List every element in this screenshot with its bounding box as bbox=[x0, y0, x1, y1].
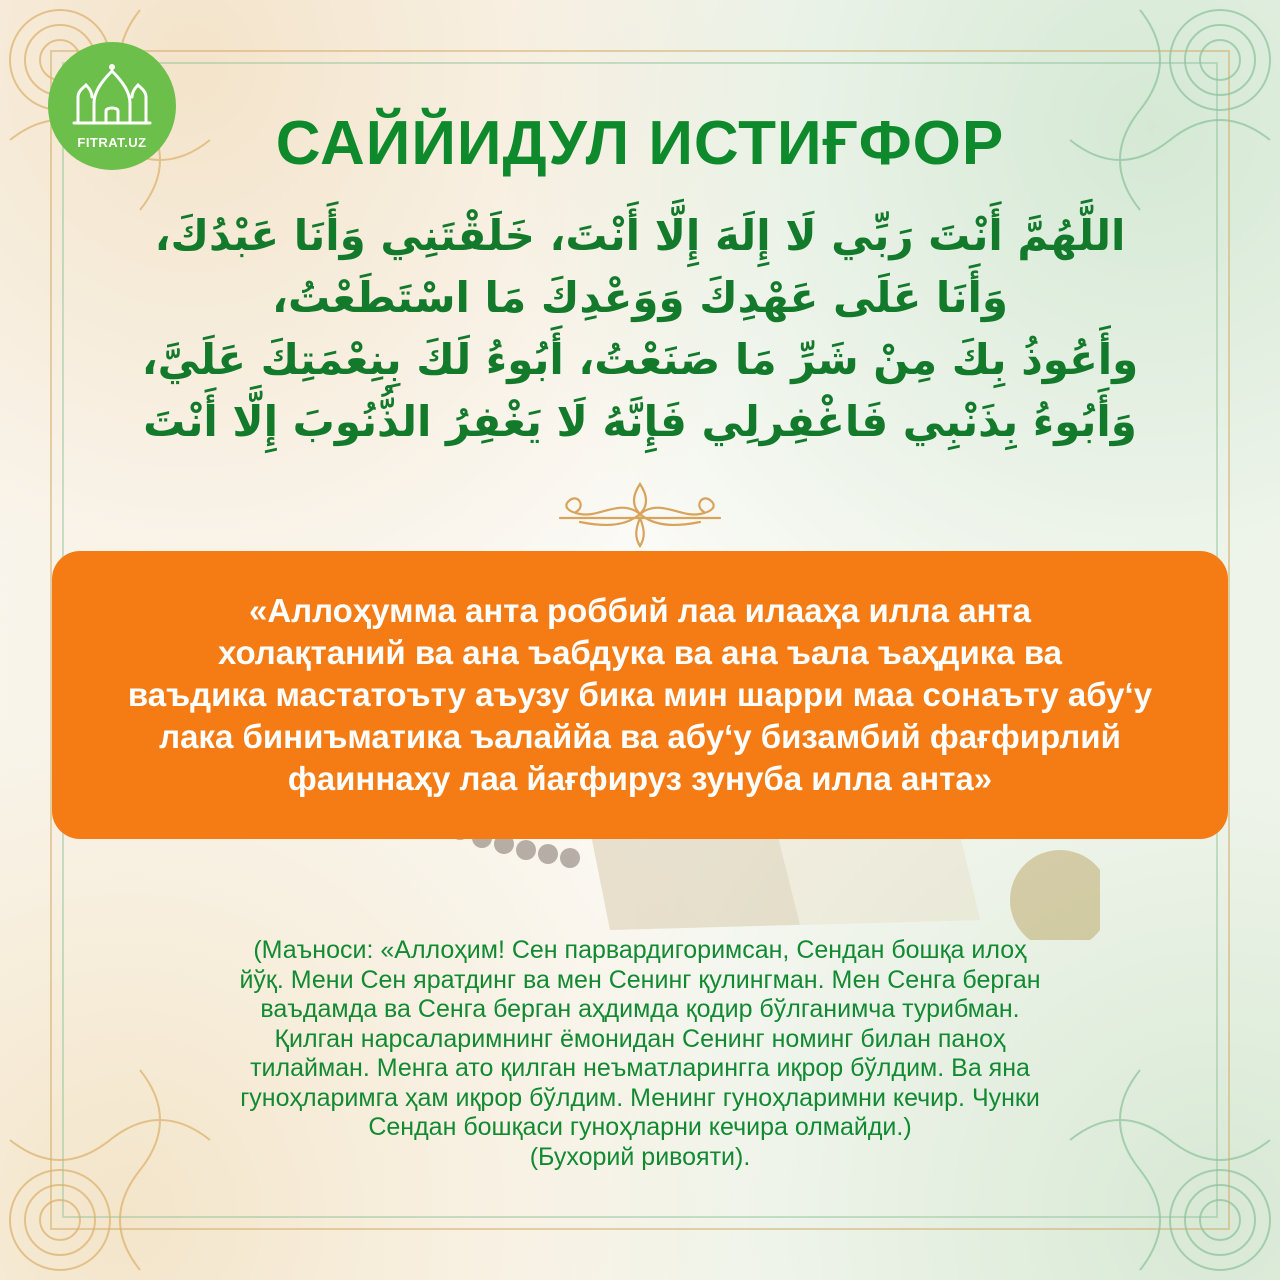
ornament-divider-icon bbox=[540, 478, 740, 550]
logo-text: FITRAT.UZ bbox=[77, 134, 147, 150]
arabic-line: وَأَنَا عَلَى عَهْدِكَ وَوَعْدِكَ مَا اسْتَطَعْتُ، bbox=[272, 273, 1008, 322]
translation-line: Сендан бошқаси гуноҳларни кечира олмайди.) bbox=[368, 1113, 912, 1141]
translation-text bbox=[100, 936, 1180, 1172]
translation-line: Қилган нарсаларимнинг ёмонидан Сенинг номинг билан паноҳ bbox=[274, 1024, 1006, 1053]
translation-line: йўқ. Мени Сен яратдинг ва мен Сенинг қулингман. Мен Сенга берган bbox=[239, 965, 1041, 994]
arabic-line: وأَعُوذُ بِكَ مِنْ شَرِّ مَا صَنَعْتُ، أَبُوءُ لَكَ بِنِعْمَتِكَ عَلَيَّ، bbox=[141, 335, 1139, 384]
transliteration-line: холақтаний ва ана ъабдука ва ана ъала ъаҳдика ва bbox=[217, 634, 1063, 671]
transliteration-line: «Аллоҳумма анта роббий лаа илааҳа илла анта bbox=[248, 592, 1031, 629]
page-title: САЙЙИДУЛ ИСТИҒФОР bbox=[275, 109, 1005, 178]
transliteration-line: фаиннаҳу лаа йағфируз зунуба илла анта» bbox=[287, 760, 993, 797]
translation-line: (Маъноси: «Аллоҳим! Сен парвардигоримсан, Сендан бошқа илоҳ bbox=[253, 936, 1027, 964]
translation-line: тилайман. Менга ато қилган неъматларингга иқрор бўлдим. Ва яна bbox=[250, 1054, 1030, 1082]
translation-line: ваъдамда ва Сенга берган аҳдимда қодир бўлганимча турибман. bbox=[260, 995, 1020, 1023]
arabic-line: اللَّهُمَّ أَنْتَ رَبِّي لَا إِلَهَ إِلَّا أَنْتَ، خَلَقْتَنِي وَأَنَا عَبْدُكَ، bbox=[154, 211, 1126, 260]
transliteration-line: лака биниъматика ъалаййа ва абу‘у бизамбий фағфирлий bbox=[159, 718, 1121, 755]
source-citation: (Бухорий ривояти). bbox=[529, 1142, 751, 1171]
arabic-dua bbox=[140, 205, 1140, 453]
transliteration-box bbox=[52, 551, 1228, 839]
translation-line: гуноҳларимга ҳам иқрор бўлдим. Менинг гуноҳларимни кечир. Чунки bbox=[240, 1083, 1040, 1112]
arabic-line: وَأَبُوءُ بِذَنْبِي فَاغْفِرلِي فَإِنَّهُ لَا يَغْفِرُ الذُّنُوبَ إِلَّا أَنْتَ bbox=[143, 397, 1137, 446]
transliteration-line: ваъдика мастатоъту аъузу бика мин шарри маа сонаъту абу‘у bbox=[127, 676, 1153, 713]
